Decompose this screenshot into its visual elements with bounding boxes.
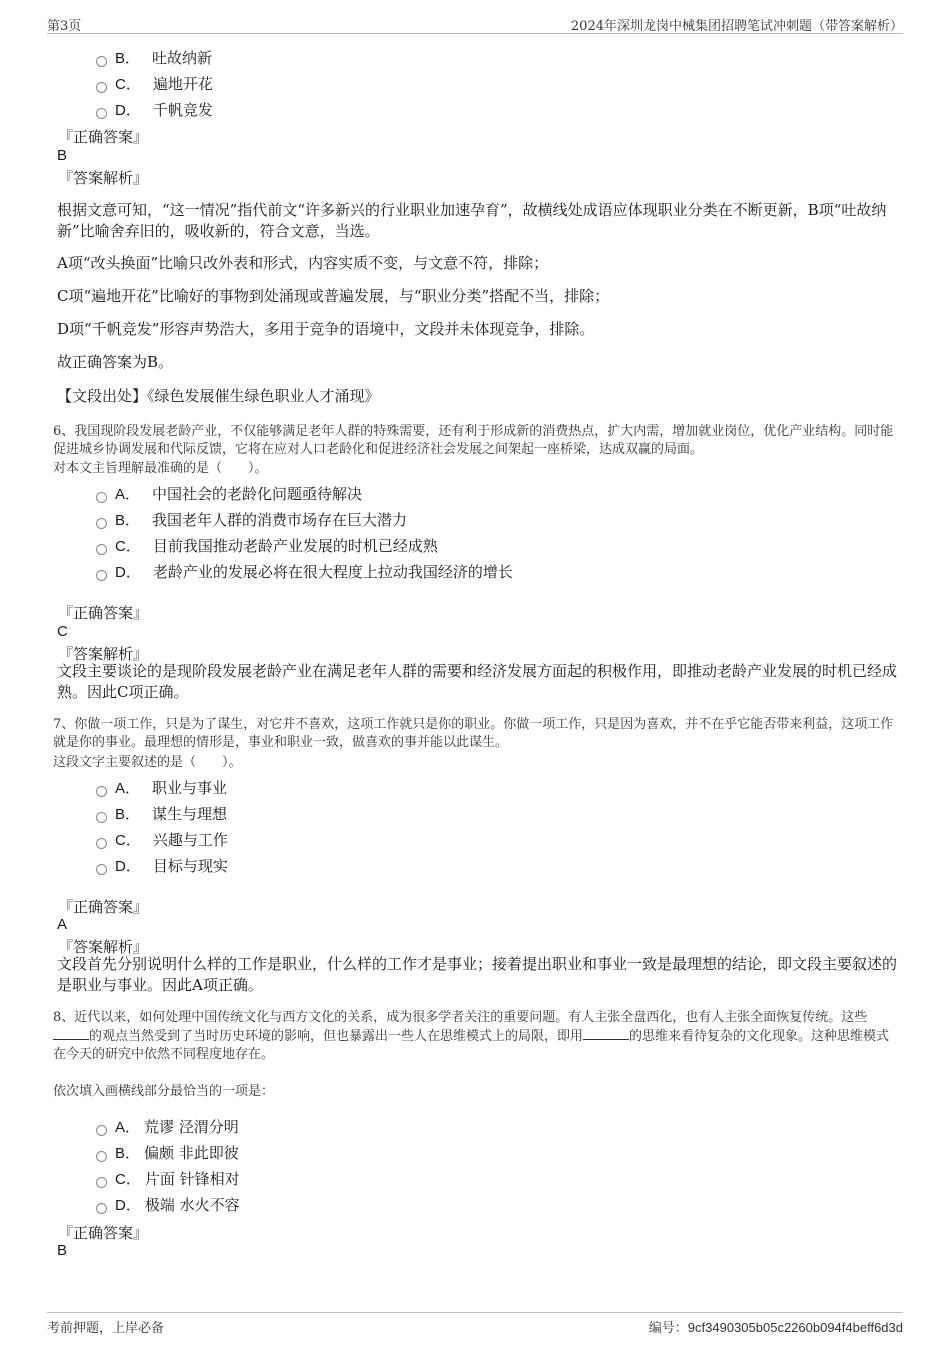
q6-option-c[interactable]: C． 目前我国推动老龄产业发展的时机已经成熟 [96, 535, 438, 557]
q7-answer-label: 『正确答案』 [58, 898, 149, 916]
q5-option-b[interactable]: B． 吐故纳新 [96, 47, 212, 69]
q8-stem: 8、近代以来，如何处理中国传统文化与西方文化的关系，成为很多学者关注的重要问题。有人主张全盘西化，也有人主张全面恢复传统。这些的观点当然受到了当时历史环境的影响，但也暴露出一些人在思维模式上的局限，即用 的思维来看待复杂的文化现象。这种思维模式在今天的研究中依然不同程度地存在。 [53, 1010, 890, 1062]
q7-ask: 这段文字主要叙述的是（ ）。 [53, 755, 242, 770]
q5-answer-label: 『正确答案』 [58, 128, 149, 146]
q5-analysis-para-5: 故正确答案为B。 [57, 353, 174, 371]
q5-analysis-para-4: D项“千帆竞发”形容声势浩大，多用于竞争的语境中，文段并未体现竞争，排除。 [57, 320, 595, 338]
radio-icon[interactable] [96, 570, 107, 581]
radio-icon[interactable] [96, 838, 107, 849]
q5-option-d[interactable]: D． 千帆竞发 [96, 99, 213, 121]
q5-analysis-para-1: 根据文意可知，“这一情况”指代前文“许多新兴的行业职业加速孕育”，故横线处成语应体现职业分类在不断更新，B项“吐故纳新”比喻舍弃旧的，吸收新的，符合文意，当选。 [57, 201, 887, 240]
q6-option-b[interactable]: B． 我国老年人群的消费市场存在巨大潜力 [96, 509, 407, 531]
q6-option-a[interactable]: A． 中国社会的老龄化问题亟待解决 [96, 483, 362, 505]
q8-option-d[interactable]: D． 极端 水火不容 [96, 1194, 240, 1216]
q5-analysis-para-2: A项“改头换面”比喻只改外表和形式，内容实质不变，与文意不符，排除； [57, 254, 549, 272]
q8-answer: B [57, 1242, 68, 1259]
radio-icon[interactable] [96, 518, 107, 529]
document-code: 编号：9cf3490305b05c2260b094f4beff6d3d [648, 1320, 903, 1335]
radio-icon[interactable] [96, 1203, 107, 1214]
q6-option-d[interactable]: D． 老龄产业的发展必将在很大程度上拉动我国经济的增长 [96, 561, 513, 583]
q6-answer-label: 『正确答案』 [58, 604, 149, 622]
q7-option-b[interactable]: B． 谋生与理想 [96, 803, 227, 825]
radio-icon[interactable] [96, 1177, 107, 1188]
page-footer [47, 1312, 903, 1337]
q6-analysis: 文段主要谈论的是现阶段发展老龄产业在满足老年人群的需要和经济发展方面起的积极作用，即推动老龄产业发展的时机已经成熟。因此C项正确。 [57, 662, 898, 701]
radio-icon[interactable] [96, 56, 107, 67]
q7-answer: A [57, 916, 68, 933]
radio-icon[interactable] [96, 1151, 107, 1162]
document-title: 2024年深圳龙岗中械集团招聘笔试冲刺题（带答案解析） [570, 19, 903, 34]
q8-ask: 依次填入画横线部分最恰当的一项是： [53, 1084, 275, 1099]
radio-icon[interactable] [96, 108, 107, 119]
page-number: 第3页 [47, 19, 82, 34]
q6-ask: 对本文主旨理解最准确的是（ ）。 [53, 461, 268, 476]
q8-option-a[interactable]: A． 荒谬 泾渭分明 [96, 1116, 239, 1138]
q7-option-d[interactable]: D． 目标与现实 [96, 855, 228, 877]
q5-answer: B [57, 147, 68, 164]
q8-option-c[interactable]: C． 片面 针锋相对 [96, 1168, 240, 1190]
q6-stem: 6、我国现阶段发展老龄产业，不仅能够满足老年人群的特殊需要，还有利于形成新的消费热点，扩大内需，增加就业岗位，优化产业结构。同时能促进城乡协调发展和代际反馈，它将在应对人口老龄化和促进经济社会发展之间架起一座桥梁，达成双赢的局面。 [53, 424, 894, 457]
q6-analysis-label: 『答案解析』 [58, 645, 149, 663]
blank-2 [583, 1027, 629, 1040]
q7-analysis: 文段首先分别说明什么样的工作是职业，什么样的工作才是事业；接着提出职业和事业一致是最理想的结论，即文段主要叙述的是职业与事业。因此A项正确。 [57, 955, 898, 994]
radio-icon[interactable] [96, 786, 107, 797]
q8-option-b[interactable]: B． 偏颇 非此即彼 [96, 1142, 239, 1164]
radio-icon[interactable] [96, 82, 107, 93]
q6-answer: C [57, 623, 68, 640]
q5-analysis-label: 『答案解析』 [58, 169, 149, 187]
blank-1 [53, 1027, 89, 1040]
q7-analysis-label: 『答案解析』 [58, 938, 149, 956]
q8-answer-label: 『正确答案』 [58, 1224, 149, 1242]
page-header [47, 13, 903, 34]
q7-option-c[interactable]: C． 兴趣与工作 [96, 829, 228, 851]
q5-analysis-para-3: C项“遍地开花”比喻好的事物到处涌现或普遍发展，与“职业分类”搭配不当，排除； [57, 287, 610, 305]
q7-stem: 7、你做一项工作，只是为了谋生，对它并不喜欢，这项工作就只是你的职业。你做一项工作，只是因为喜欢，并不在乎它能否带来利益，这项工作就是你的事业。最理想的情形是，事业和职业一致，做喜欢的事并能以此谋生。 [53, 717, 894, 750]
q5-source: 【文段出处】《绿色发展催生绿色职业人才涌现》 [57, 387, 380, 405]
radio-icon[interactable] [96, 544, 107, 555]
radio-icon[interactable] [96, 492, 107, 503]
radio-icon[interactable] [96, 864, 107, 875]
q5-option-c[interactable]: C． 遍地开花 [96, 73, 213, 95]
q7-option-a[interactable]: A． 职业与事业 [96, 777, 227, 799]
radio-icon[interactable] [96, 1125, 107, 1136]
footer-slogan: 考前押题，上岸必备 [47, 1321, 165, 1336]
radio-icon[interactable] [96, 812, 107, 823]
